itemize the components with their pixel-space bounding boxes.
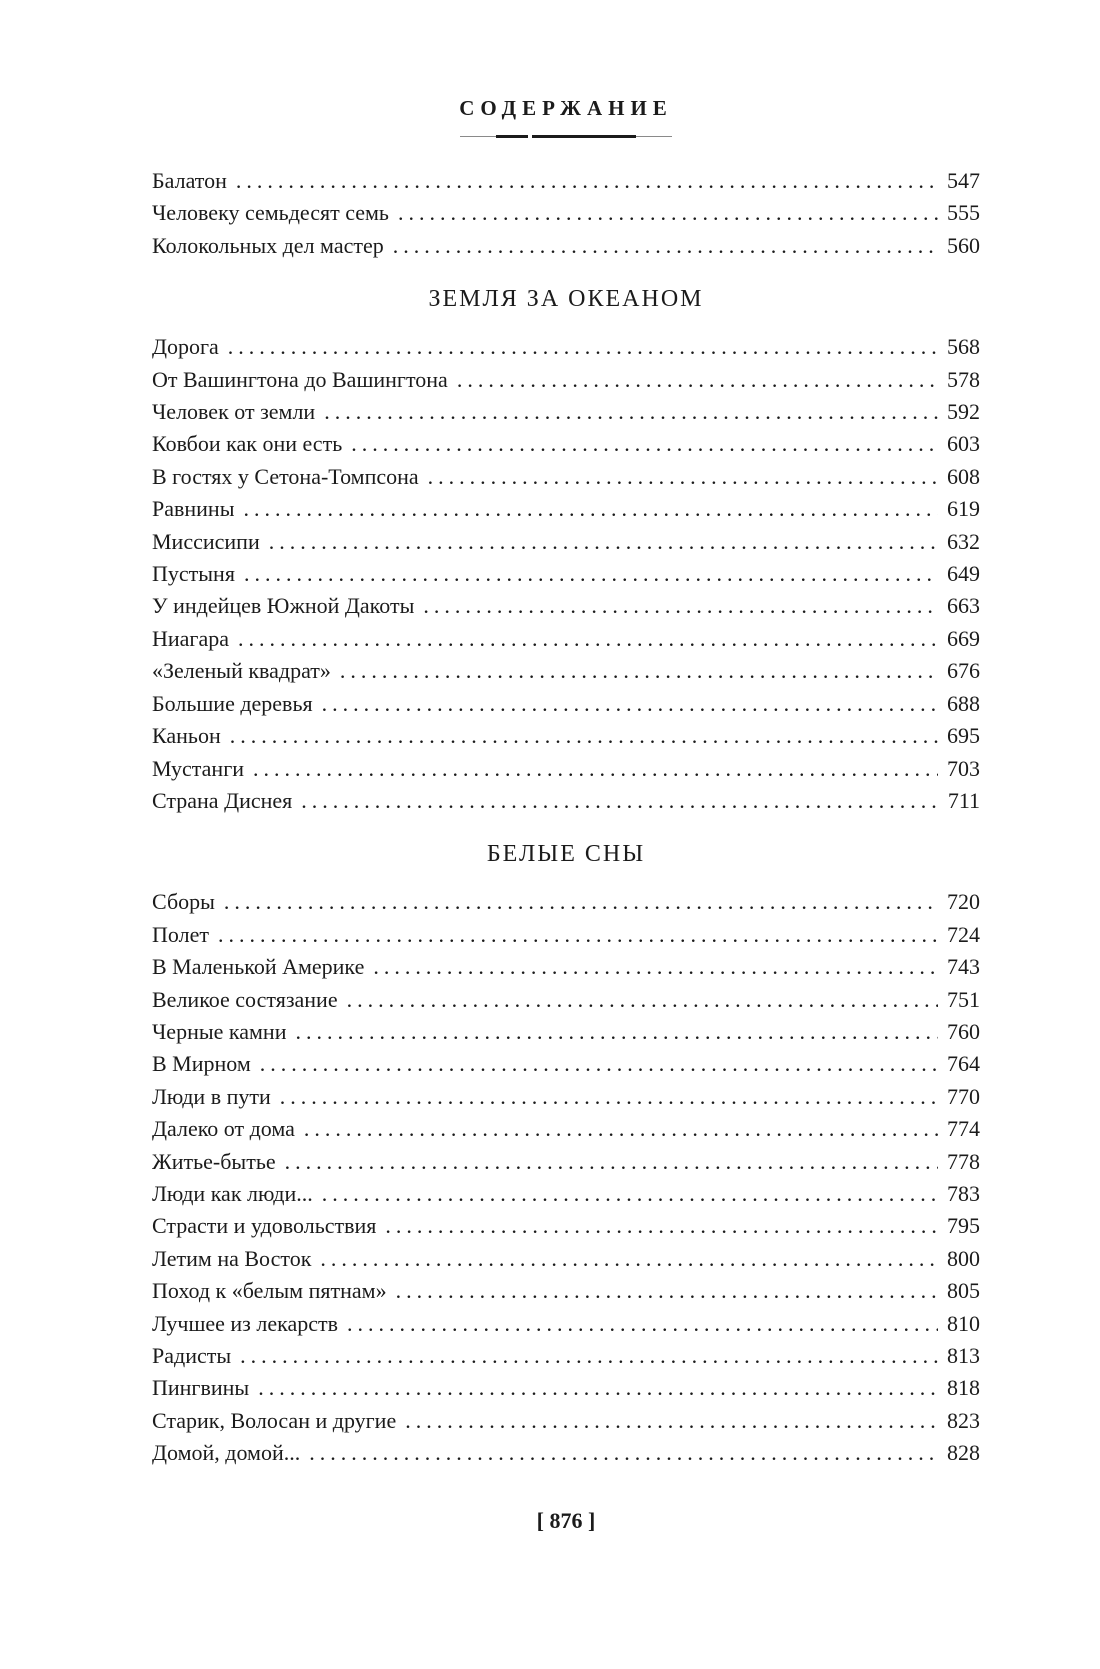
toc-entry-title: Люди в пути <box>152 1083 271 1109</box>
toc-entry <box>152 590 980 622</box>
toc-entry-page: 823 <box>947 1407 980 1433</box>
toc-entry <box>152 655 980 687</box>
toc-entry-title: Ниагара <box>152 625 229 651</box>
toc-entry-page: 619 <box>947 496 980 522</box>
dot-leader <box>373 951 938 983</box>
toc-entry-page: 603 <box>947 431 980 457</box>
toc-entry-title: От Вашингтона до Вашингтона <box>152 366 448 392</box>
dot-leader <box>240 1340 938 1372</box>
toc-entry <box>152 558 980 590</box>
toc-entry <box>152 1113 980 1145</box>
dot-leader <box>322 688 938 720</box>
dot-leader <box>244 493 939 525</box>
toc-entry-page: 828 <box>947 1440 980 1466</box>
toc-entry-title: Каньон <box>152 723 221 749</box>
toc-entry-title: Лучшее из лекарств <box>152 1310 339 1336</box>
folio-page-number: [ 876 ] <box>536 1507 596 1533</box>
dot-leader <box>340 655 938 687</box>
toc-entry <box>152 753 980 785</box>
toc-section-entries <box>152 886 980 1469</box>
toc-entry-title: Страна Диснея <box>152 787 293 813</box>
toc-entry-page: 795 <box>947 1213 980 1239</box>
toc-entry <box>152 919 980 951</box>
toc-entry <box>152 526 980 558</box>
toc-entry-page: 695 <box>947 723 980 749</box>
toc-entry <box>152 1146 980 1178</box>
dot-leader <box>396 1275 938 1307</box>
toc-entry-title: Люди как люди... <box>152 1180 313 1206</box>
title-ornament-rule <box>460 134 672 139</box>
dot-leader <box>347 1308 938 1340</box>
dot-leader <box>405 1405 938 1437</box>
toc-entry-page: 751 <box>947 986 980 1012</box>
toc-entry-title: Дорога <box>152 334 219 360</box>
toc-entry-title: Великое состязание <box>152 986 338 1012</box>
dot-leader <box>230 720 938 752</box>
toc-entry-page: 676 <box>947 658 980 684</box>
toc-entry <box>152 623 980 655</box>
toc-entry-title: «Зеленый квадрат» <box>152 658 331 684</box>
toc-entry-page: 800 <box>947 1245 980 1271</box>
toc-entry-page: 813 <box>947 1343 980 1368</box>
toc-entry-title: Сборы <box>152 889 215 915</box>
toc-entry-title: Летим на Восток <box>152 1245 312 1271</box>
toc-entry <box>152 428 980 460</box>
dot-leader <box>398 197 938 229</box>
toc-entry-page: 560 <box>947 232 980 258</box>
dot-leader <box>301 785 939 817</box>
dot-leader <box>236 165 938 197</box>
section-heading: БЕЛЫЕ СНЫ <box>486 841 646 868</box>
toc-entry-page: 578 <box>947 366 980 392</box>
toc-entry <box>152 886 980 918</box>
toc-entry <box>152 1243 980 1275</box>
dot-leader <box>224 886 938 918</box>
toc-entry-title: Далеко от дома <box>152 1116 295 1142</box>
dot-leader <box>244 558 938 590</box>
toc-entry-title: Старик, Волосан и другие <box>152 1407 397 1433</box>
toc-entry <box>152 396 980 428</box>
toc-entry-page: 818 <box>947 1375 980 1401</box>
page-content <box>152 0 980 1534</box>
toc-entry-page: 743 <box>947 954 980 980</box>
toc-entry-title: Миссисипи <box>152 528 260 554</box>
toc-entry-title: Ковбои как они есть <box>152 431 343 457</box>
toc-entry <box>152 1081 980 1113</box>
dot-leader <box>269 526 938 558</box>
toc-entry <box>152 364 980 396</box>
toc-entry-page: 555 <box>947 200 980 226</box>
toc-entry <box>152 1016 980 1048</box>
toc-entry-page: 568 <box>947 334 980 360</box>
toc-entry-page: 649 <box>947 561 980 587</box>
toc-entry-page: 764 <box>947 1051 980 1077</box>
dot-leader <box>347 984 938 1016</box>
toc-entry-page: 547 <box>947 168 980 193</box>
toc-entry <box>152 720 980 752</box>
section-heading: ЗЕМЛЯ ЗА ОКЕАНОМ <box>428 286 704 313</box>
toc-entry <box>152 785 980 817</box>
toc-entry-title: Поход к «белым пятнам» <box>152 1278 387 1304</box>
toc-entry-title: Радисты <box>152 1343 232 1368</box>
toc-entry <box>152 1210 980 1242</box>
toc <box>152 165 980 1470</box>
toc-entry-title: В гостях у Сетона-Томпсона <box>152 463 419 489</box>
toc-entry-page: 778 <box>947 1148 980 1174</box>
page-title: СОДЕРЖАНИЕ <box>459 96 673 120</box>
dot-leader <box>324 396 938 428</box>
toc-entry-title: Житье-бытье <box>152 1148 276 1174</box>
toc-section-entries <box>152 165 980 262</box>
dot-leader <box>285 1146 938 1178</box>
toc-entry <box>152 1340 980 1372</box>
toc-entry-title: В Мирном <box>152 1051 251 1077</box>
toc-entry-page: 703 <box>947 755 980 781</box>
toc-entry-title: Страсти и удовольствия <box>152 1213 377 1239</box>
toc-entry-title: Балатон <box>152 168 227 193</box>
toc-entry <box>152 1275 980 1307</box>
toc-entry <box>152 165 980 197</box>
toc-entry-title: Человек от земли <box>152 399 316 425</box>
toc-entry-title: В Маленькой Америке <box>152 954 365 980</box>
toc-entry <box>152 461 980 493</box>
toc-entry-title: Большие деревья <box>152 690 313 716</box>
toc-entry-page: 711 <box>947 787 980 813</box>
toc-entry-page: 688 <box>947 690 980 716</box>
rule-thick-line <box>496 135 636 138</box>
toc-entry-page: 720 <box>947 889 980 915</box>
toc-entry-title: Полет <box>152 921 209 947</box>
toc-entry-page: 669 <box>947 625 980 651</box>
toc-entry <box>152 1405 980 1437</box>
dot-leader <box>253 753 938 785</box>
dot-leader <box>320 1243 938 1275</box>
toc-entry-title: Пингвины <box>152 1375 250 1401</box>
toc-entry-page: 663 <box>947 593 980 619</box>
toc-entry-page: 632 <box>947 528 980 554</box>
toc-entry <box>152 331 980 363</box>
toc-entry-title: У индейцев Южной Дакоты <box>152 593 415 619</box>
toc-entry-title: Человеку семьдесят семь <box>152 200 389 226</box>
dot-leader <box>238 623 938 655</box>
dot-leader <box>309 1437 938 1469</box>
toc-entry <box>152 688 980 720</box>
dot-leader <box>385 1210 938 1242</box>
toc-entry-page: 592 <box>947 399 980 425</box>
dot-leader <box>228 331 938 363</box>
toc-entry-title: Пустыня <box>152 561 235 587</box>
toc-entry <box>152 1437 980 1469</box>
toc-entry-page: 774 <box>947 1116 980 1142</box>
toc-entry <box>152 1178 980 1210</box>
toc-entry <box>152 951 980 983</box>
dot-leader <box>218 919 938 951</box>
toc-entry-page: 810 <box>947 1310 980 1336</box>
toc-entry <box>152 230 980 262</box>
toc-entry-page: 783 <box>947 1180 980 1206</box>
toc-section-entries <box>152 331 980 817</box>
toc-entry <box>152 1372 980 1404</box>
toc-entry-page: 724 <box>947 921 980 947</box>
toc-entry-page: 760 <box>947 1018 980 1044</box>
dot-leader <box>351 428 938 460</box>
toc-entry-title: Черные камни <box>152 1018 287 1044</box>
toc-entry <box>152 1048 980 1080</box>
dot-leader <box>280 1081 938 1113</box>
dot-leader <box>304 1113 938 1145</box>
toc-entry <box>152 1308 980 1340</box>
dot-leader <box>393 230 938 262</box>
toc-entry-title: Мустанги <box>152 755 244 781</box>
toc-entry <box>152 984 980 1016</box>
dot-leader <box>457 364 938 396</box>
toc-entry-page: 805 <box>947 1278 980 1304</box>
toc-entry-title: Равнины <box>152 496 235 522</box>
toc-entry <box>152 493 980 525</box>
toc-entry-page: 770 <box>947 1083 980 1109</box>
dot-leader <box>295 1016 938 1048</box>
toc-entry-title: Домой, домой... <box>152 1440 301 1466</box>
toc-entry-title: Колокольных дел мастер <box>152 232 384 258</box>
toc-entry <box>152 197 980 229</box>
dot-leader <box>322 1178 938 1210</box>
dot-leader <box>423 590 938 622</box>
dot-leader <box>260 1048 938 1080</box>
toc-entry-page: 608 <box>947 463 980 489</box>
dot-leader <box>258 1372 938 1404</box>
dot-leader <box>428 461 938 493</box>
